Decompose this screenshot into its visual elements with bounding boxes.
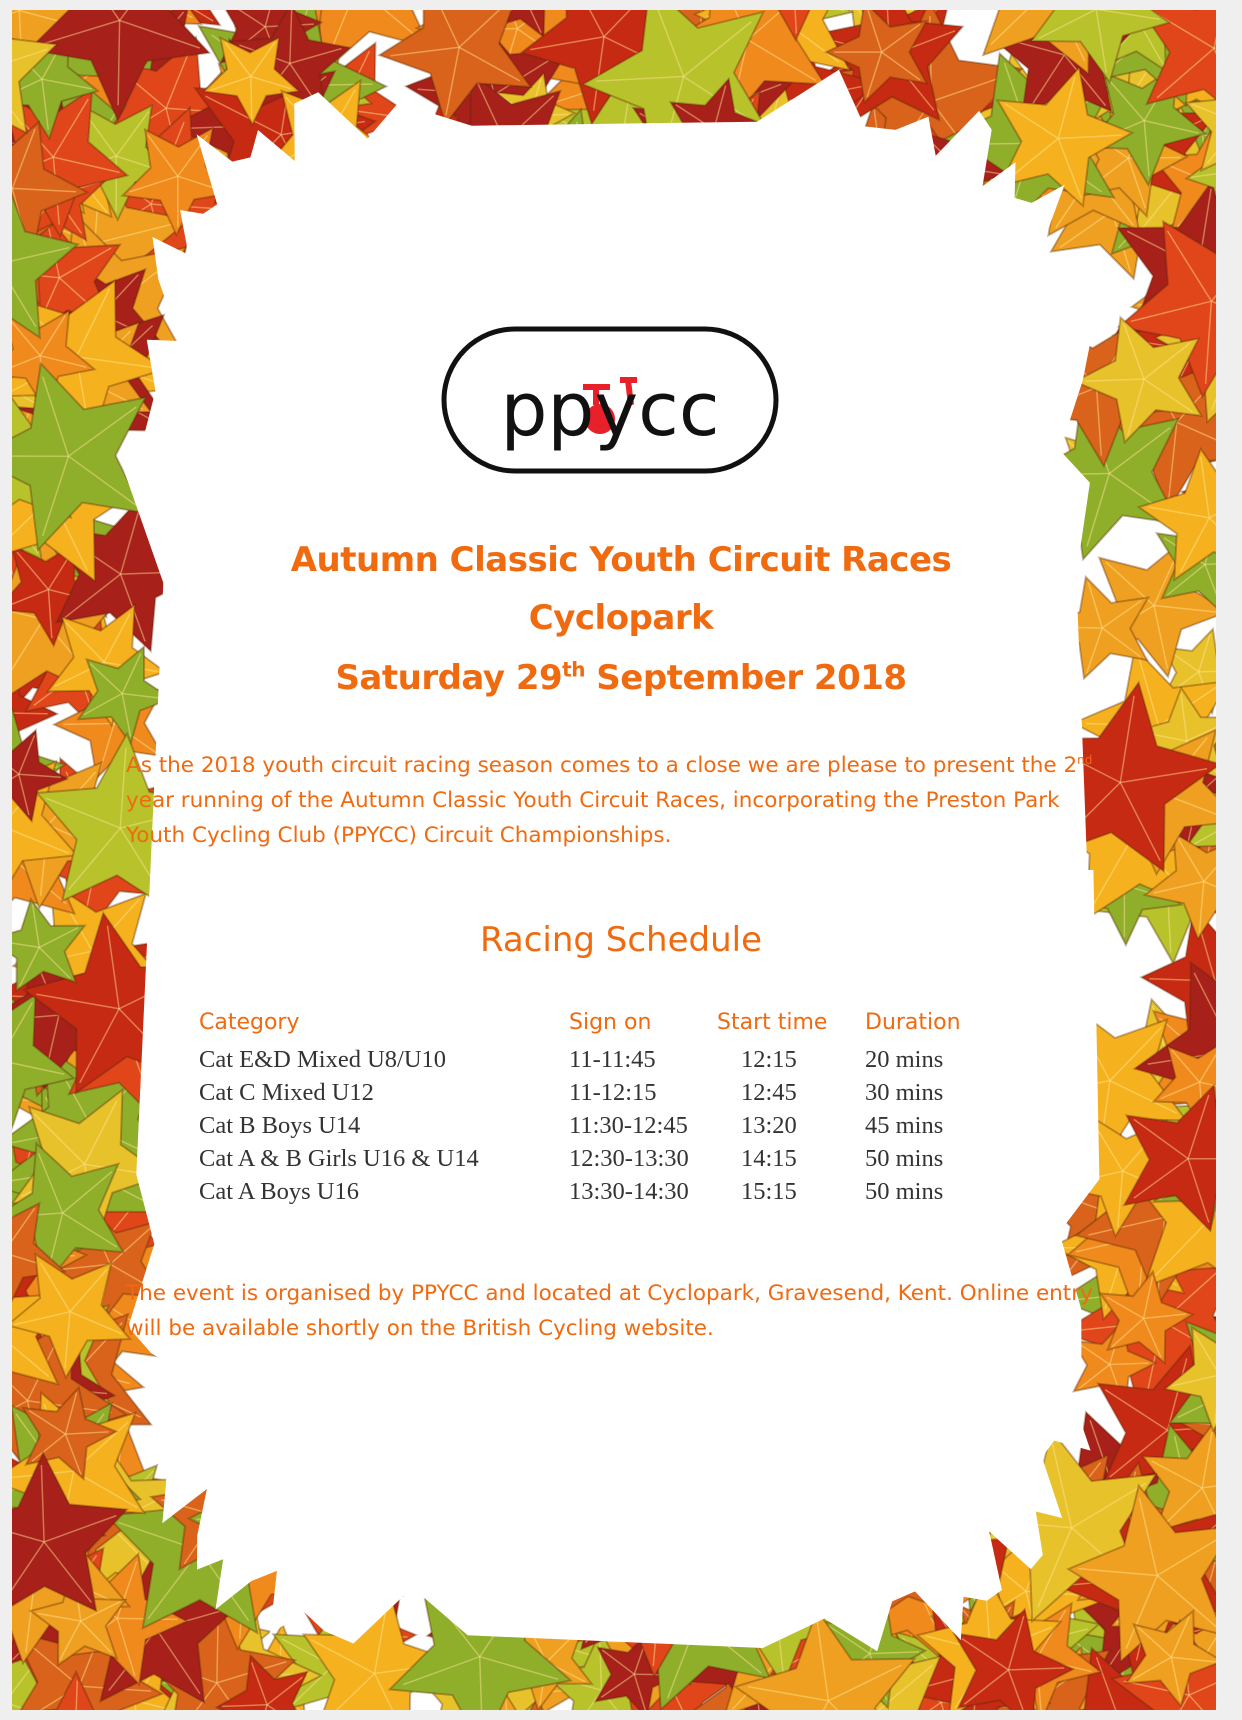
start-time-cell: 13:20 bbox=[741, 1112, 797, 1139]
column-header: Duration bbox=[865, 1010, 961, 1035]
duration-cell: 50 mins bbox=[865, 1178, 944, 1205]
column-header: Start time bbox=[717, 1010, 828, 1035]
event-title: Autumn Classic Youth Circuit Races bbox=[290, 540, 952, 580]
category-cell: Cat A Boys U16 bbox=[199, 1178, 359, 1205]
date-month-year: September 2018 bbox=[584, 658, 907, 698]
category-cell: Cat C Mixed U12 bbox=[199, 1079, 374, 1106]
start-time-cell: 12:45 bbox=[741, 1079, 797, 1106]
intro-text: As the 2018 youth circuit racing season comes to a close we are please to present the 2 bbox=[126, 753, 1078, 778]
duration-cell: 20 mins bbox=[865, 1046, 944, 1073]
logo-text: ppycc bbox=[500, 367, 720, 453]
schedule-heading: Racing Schedule bbox=[479, 920, 763, 960]
white-content-area bbox=[124, 70, 1099, 1652]
event-date bbox=[0, 658, 1242, 698]
duration-cell: 50 mins bbox=[865, 1145, 944, 1172]
category-cell: Cat A & B Girls U16 & U14 bbox=[199, 1145, 479, 1172]
start-time-cell: 14:15 bbox=[741, 1145, 797, 1172]
date-ordinal: th bbox=[562, 657, 585, 682]
category-cell: Cat B Boys U14 bbox=[199, 1112, 361, 1139]
venue-title: Cyclopark bbox=[528, 598, 714, 638]
duration-cell: 30 mins bbox=[865, 1079, 944, 1106]
sign-on-cell: 13:30-14:30 bbox=[569, 1178, 689, 1205]
intro-text-rest: year running of the Autumn Classic Youth Circuit Races, incorporating the Preston Park Youth Cycling Club (PPYCC) Circuit Championships. bbox=[126, 788, 1060, 848]
start-time-cell: 12:15 bbox=[741, 1046, 797, 1073]
duration-cell: 45 mins bbox=[865, 1112, 944, 1139]
sign-on-cell: 11-11:45 bbox=[569, 1046, 656, 1073]
footer-paragraph: The event is organised by PPYCC and located at Cyclopark, Gravesend, Kent. Online entry will be available shortly on the British Cycling website. bbox=[126, 1281, 1093, 1341]
date-day: Saturday 29 bbox=[335, 658, 563, 698]
intro-paragraph bbox=[126, 748, 1106, 853]
sign-on-cell: 11:30-12:45 bbox=[569, 1112, 688, 1139]
column-header: Category bbox=[199, 1010, 300, 1035]
content-cloud bbox=[12, 10, 1216, 1710]
column-header: Sign on bbox=[569, 1010, 652, 1035]
ppycc-logo bbox=[440, 325, 780, 475]
category-cell: Cat E&D Mixed U8/U10 bbox=[199, 1046, 447, 1073]
intro-ordinal: nd bbox=[1077, 752, 1093, 767]
start-time-cell: 15:15 bbox=[741, 1178, 797, 1205]
sign-on-cell: 11-12:15 bbox=[569, 1079, 657, 1106]
flyer-page bbox=[12, 10, 1216, 1710]
sign-on-cell: 12:30-13:30 bbox=[569, 1145, 689, 1172]
